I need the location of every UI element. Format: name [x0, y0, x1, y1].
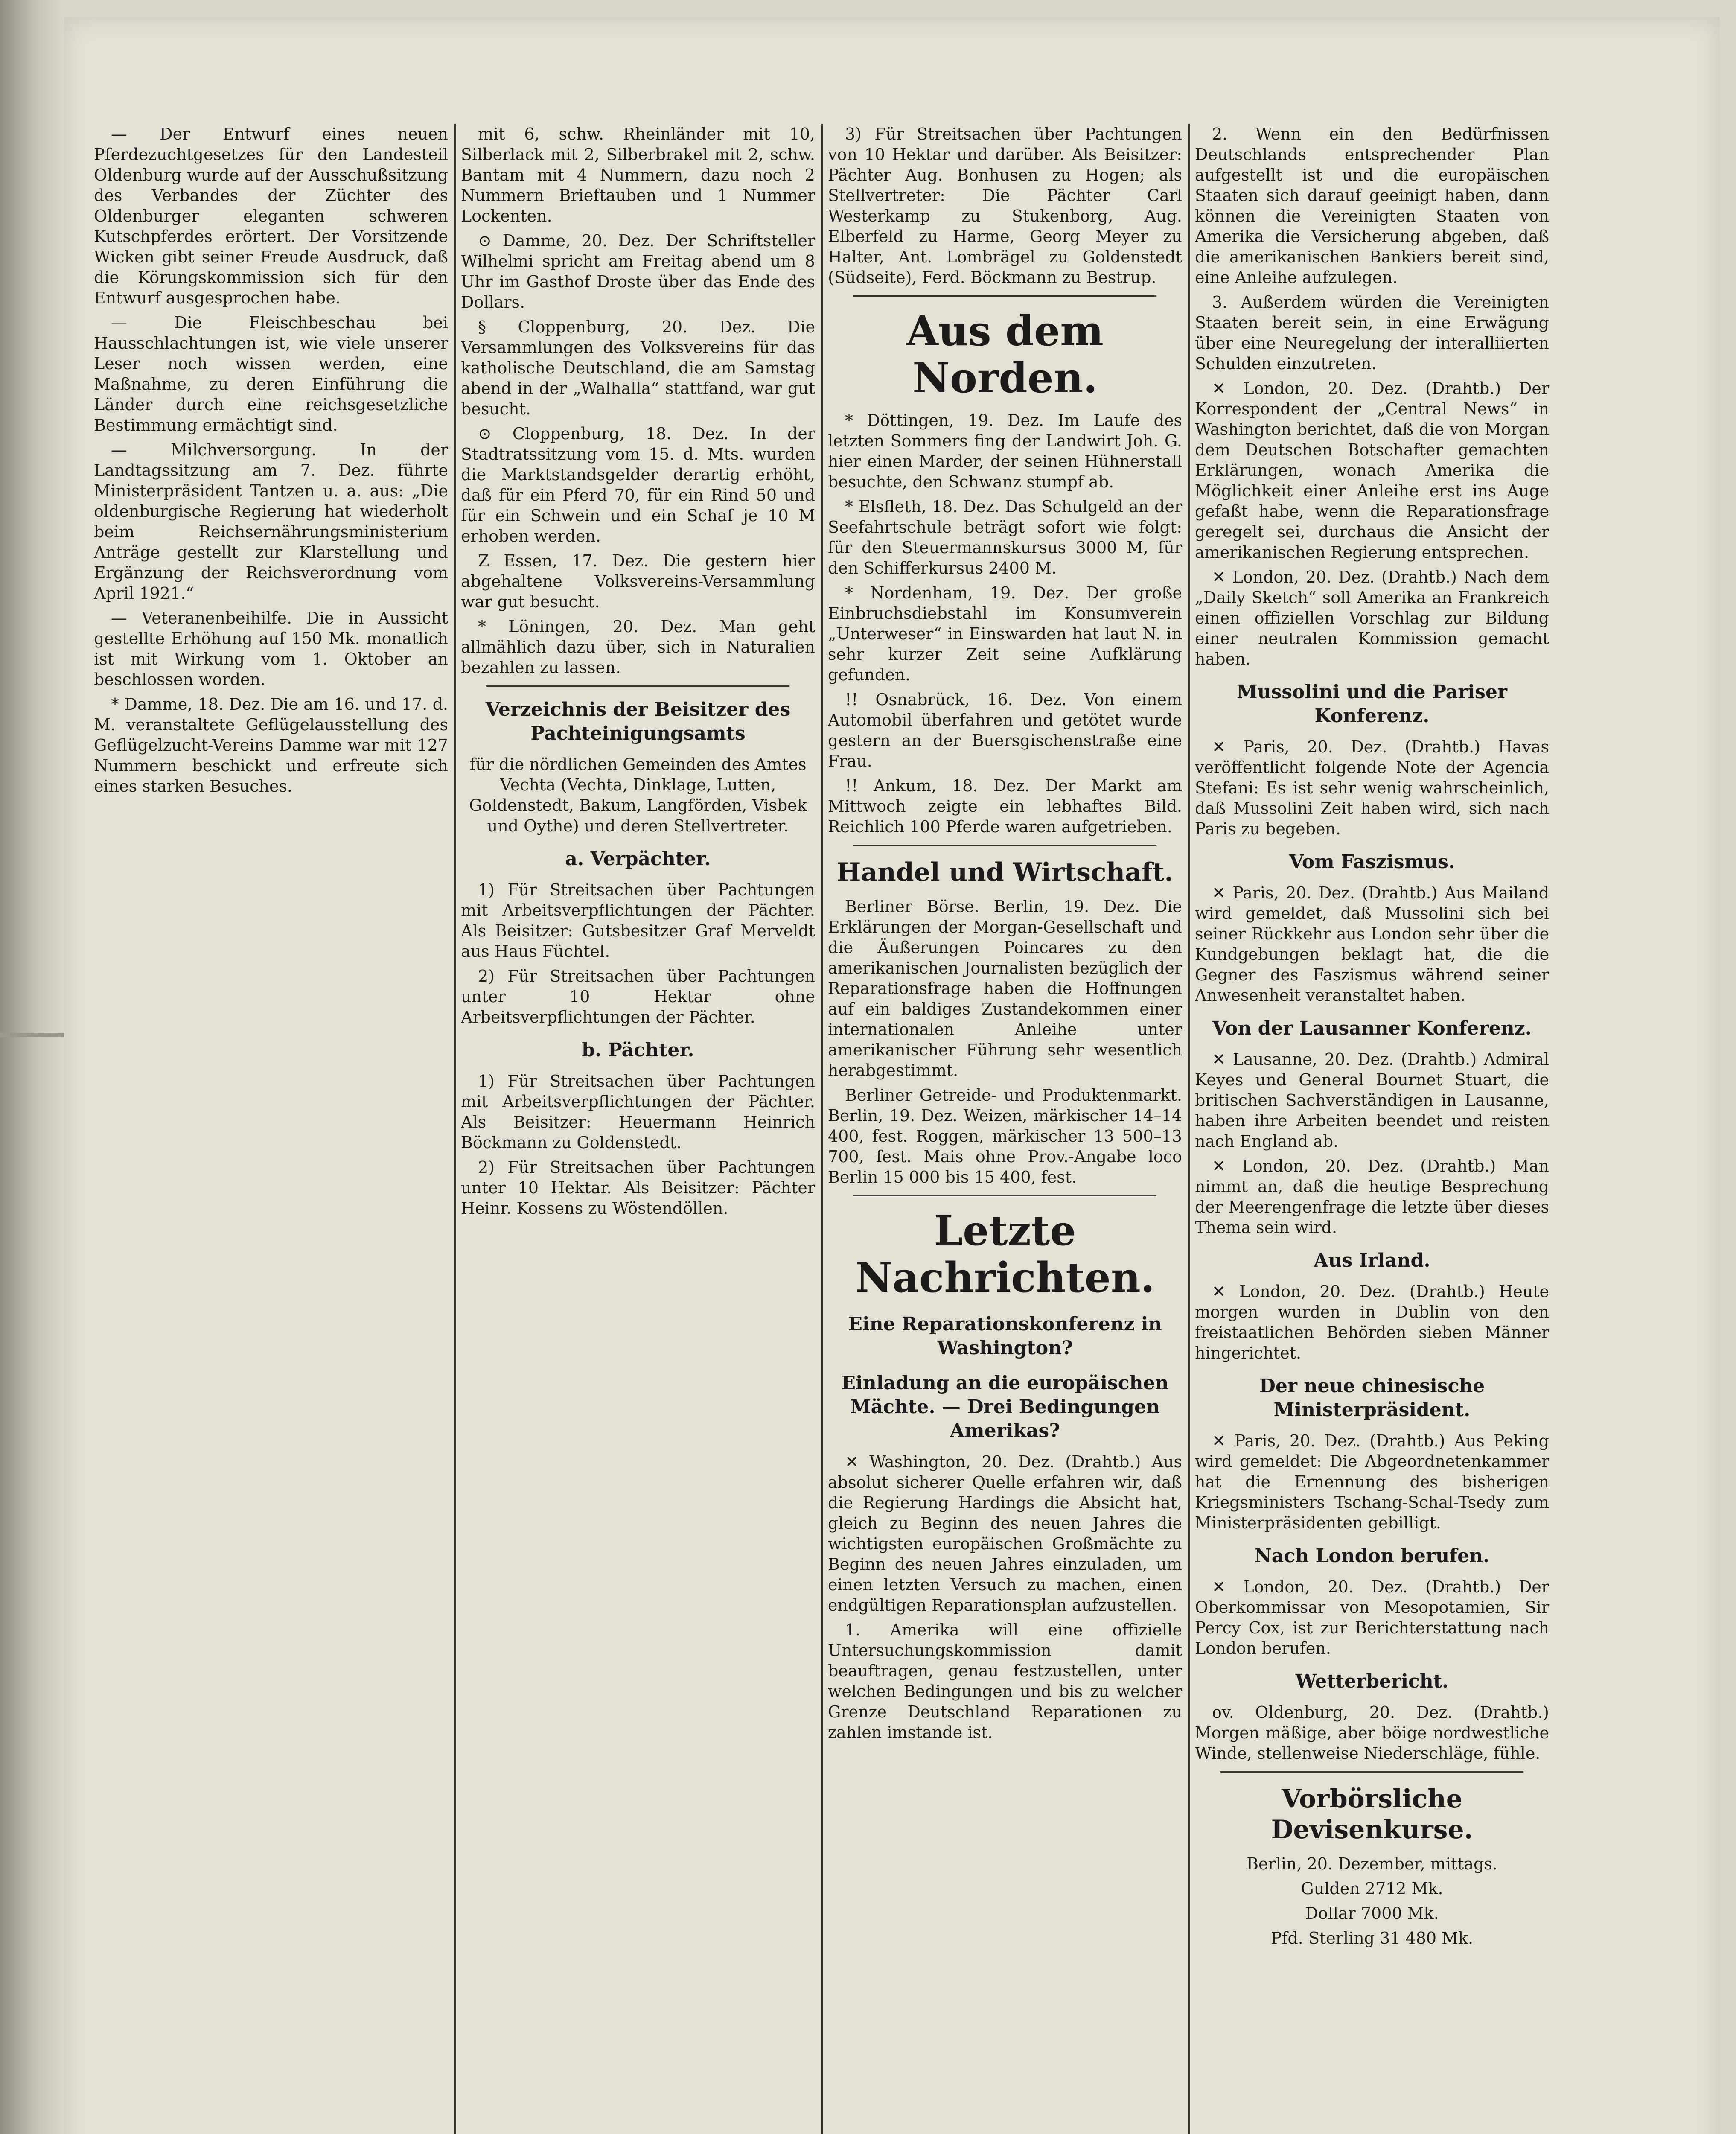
article-osnabrueck: !! Osnabrück, 16. Dez. Von einem Automobil überfahren und getötet wurde gestern an der Buersgischenstraße eine Frau. — [828, 690, 1182, 770]
article-cloppenburg-stadtrat: ⊙ Cloppenburg, 18. Dez. In der Stadtratssitzung vom 15. d. Mts. wurden die Marktstandsgelder derartig erhöht, daß für ein Pferd 70, für ein Rind 50 und für ein Schwein und ein Schaf je 10 M erhoben werden. — [461, 424, 815, 545]
section-heading-pachteinigungsamt: Verzeichnis der Beisitzer des Pachteinigungsamts — [485, 699, 791, 744]
article-loeningen: * Löningen, 20. Dez. Man geht allmählich dazu über, sich in Naturalien bezahlen zu lassen. — [461, 617, 815, 677]
article-washington: ✕ Washington, 20. Dez. (Drahtb.) Aus absolut sicherer Quelle erfahren wir, daß die Regierung Hardings die Absicht hat, gleich zu Beginn des neuen Jahres die wichtigsten europäischen Großmächte zu Beginn des neuen Jahres einzuladen, um einen letzten Versuch zu machen, einen endgültigen Reparationsplan aufzustellen. — [828, 1452, 1182, 1615]
article-berliner-boerse: Berliner Börse. Berlin, 19. Dez. Die Erklärungen der Morgan-Gesellschaft und die Äußerungen Poincares zu den amerikanischen Journalisten bezüglich der Reparationsfrage haben die Hoffnungen auf ein baldiges Zustandekommen einer internationalen Anleihe unter amerikanischer Führung sehr wesentlich herabgestimmt. — [828, 897, 1182, 1080]
article-nordenham: * Nordenham, 19. Dez. Der große Einbruchsdiebstahl im Konsumverein „Unterweser“ in Einswarden hat laut N. in sehr kurzer Zeit seine Aufklärung gefunden. — [828, 583, 1182, 684]
section-heading-devisenkurse: Vorbörsliche Devisenkurse. — [1271, 1784, 1473, 1845]
list-item: 3. Außerdem würden die Vereinigten Staaten bereit sein, in eine Erwägung über eine Neuregelung der interalliierten Schulden einzutreten. — [1195, 293, 1549, 373]
article-peking: ✕ Paris, 20. Dez. (Drahtb.) Aus Peking wird gemeldet: Die Abgeordnetenkammer hat die Ernennung des bisherigen Kriegsministers Tschang-Schal-Tsedy zum Ministerpräsidenten gebilligt. — [1195, 1431, 1549, 1532]
section-heading-irland: Aus Irland. — [1314, 1250, 1430, 1271]
section-divider — [853, 1195, 1156, 1196]
article-london-central-news: ✕ London, 20. Dez. (Drahtb.) Der Korrespondent der „Central News“ in Washington berichtet, daß die von Morgan dem Deutschen Botschafter gemachten Erklärungen, wonach Amerika die Möglichkeit einer Anleihe erst ins Auge gefaßt habe, wenn die Reparationsfrage geregelt sei, durchaus die Ansicht der amerikanischen Regierung entsprechen. — [1195, 379, 1549, 562]
section-heading-wetter: Wetterbericht. — [1295, 1670, 1449, 1692]
column-rule — [821, 124, 823, 2134]
newspaper-page — [64, 17, 1720, 2134]
column-rule — [454, 124, 456, 2134]
article-cox: ✕ London, 20. Dez. (Drahtb.) Der Oberkommissar von Mesopotamien, Sir Percy Cox, ist zur Berichterstattung nach London berufen. — [1195, 1577, 1549, 1658]
section-heading-handel: Handel und Wirtschaft. — [836, 857, 1174, 887]
article-doettingen: * Döttingen, 19. Dez. Im Laufe des letzten Sommers fing der Landwirt Joh. G. hier einen Marder, der seinen Hühnerstall besuchte, den Schwanz stumpf ab. — [828, 411, 1182, 491]
article-wetter: ov. Oldenburg, 20. Dez. (Drahtb.) Morgen mäßige, aber böige nordwestliche Winde, stellenweise Niederschläge, fühle. — [1195, 1703, 1549, 1763]
section-divider — [853, 845, 1156, 846]
list-item: 1) Für Streitsachen über Pachtungen mit Arbeitsverpflichtungen der Pächter. Als Beisitzer: Heuermann Heinrich Böckmann zu Goldenstedt. — [461, 1072, 815, 1152]
section-divider — [853, 295, 1156, 297]
article-lausanne: ✕ Lausanne, 20. Dez. (Drahtb.) Admiral Keyes und General Bournet Stuart, die britischen Sachverständigen in Lausanne, haben ihre Arbeiten beendet und reisten nach England ab. — [1195, 1050, 1549, 1151]
article-produktenmarkt: Berliner Getreide- und Produktenmarkt. Berlin, 19. Dez. Weizen, märkischer 14–14 400, fest. Roggen, märkischer 13 500–13 700, fest. Mais ohne Prov.-Angabe loco Berlin 15 000 bis 15 400, fest. — [828, 1086, 1182, 1187]
article-headline: Eine Reparationskonferenz in Washington? — [848, 1313, 1162, 1359]
column-rule — [1188, 124, 1190, 2134]
fx-rate-sterling: Pfd. Sterling 31 480 Mk. — [1270, 1929, 1474, 1947]
article-continuation: mit 6, schw. Rheinländer mit 10, Silberlack mit 2, Silberbrakel mit 2, schw. Bantam mit 4 Nummern, dazu noch 2 Nummern Brieftauben und 1 Nummer Lockenten. — [461, 125, 815, 225]
section-heading-london-berufen: Nach London berufen. — [1254, 1545, 1490, 1567]
section-heading-letzte-nachrichten: Letzte Nachrichten. — [855, 1207, 1155, 1302]
section-heading-aus-dem-norden: Aus dem Norden. — [906, 307, 1104, 402]
list-item: 2. Wenn ein den Bedürfnissen Deutschlands entsprechender Plan aufgestellt ist und die europäischen Staaten sich darauf geeinigt haben, dann können die Vereinigten Staaten von Amerika die Versicherung abgeben, daß die amerikanischen Bankiers bereit sind, eine Anleihe aufzulegen. — [1195, 125, 1549, 287]
subheading-verpaechter: a. Verpächter. — [565, 848, 711, 870]
list-item: 1) Für Streitsachen über Pachtungen mit Arbeitsverpflichtungen der Pächter. Als Beisitzer: Gutsbesitzer Graf Merveldt aus Haus Füchtel. — [461, 880, 815, 961]
article-milchversorgung: — Milchversorgung. In der Landtagssitzung am 7. Dez. führte Ministerpräsident Tantzen u. a. aus: „Die oldenburgische Regierung hat wiederholt beim Reichsernährungsministerium Anträge gestellt zur Klarstellung und Ergänzung der Reichsverordnung vom April 1921.“ — [94, 440, 448, 603]
list-item: 2) Für Streitsachen über Pachtungen unter 10 Hektar. Als Beisitzer: Pächter Heinr. Kossens zu Wöstendöllen. — [461, 1158, 815, 1218]
list-item: 3) Für Streitsachen über Pachtungen von 10 Hektar und darüber. Als Beisitzer: Pächter Aug. Bonhusen zu Hogen; als Stellvertreter: Die Pächter Carl Westerkamp zu Stukenborg, Aug. Elberfeld zu Harme, Georg Meyer zu Halter, Ant. Lombrägel zu Goldenstedt (Südseite), Ferd. Böckmann zu Bestrup. — [828, 125, 1182, 287]
section-heading-mussolini: Mussolini und die Pariser Konferenz. — [1236, 681, 1508, 727]
article-subheadline: Einladung an die europäischen Mächte. — Drei Bedingungen Amerikas? — [841, 1372, 1169, 1442]
article-damme-gefluegel: * Damme, 18. Dez. Die am 16. und 17. d. M. veranstaltete Geflügelausstellung des Geflügelzucht-Vereins Damme war mit 127 Nummern beschickt und erfreute sich eines starken Besuches. — [94, 695, 448, 796]
binding-edge — [0, 0, 64, 2134]
article-cloppenburg-volksverein: § Cloppenburg, 20. Dez. Die Versammlungen des Volksvereins für das katholische Deutschland, die am Samstag abend in der „Walhalla“ stattfand, war gut besucht. — [461, 318, 815, 418]
section-intro: für die nördlichen Gemeinden des Amtes Vechta (Vechta, Dinklage, Lutten, Goldenstedt, Bakum, Langförden, Visbek und Oythe) und deren Stellvertreter. — [469, 755, 807, 835]
article-veteranenbeihilfe: — Veteranenbeihilfe. Die in Aussicht gestellte Erhöhung auf 150 Mk. monatlich ist mit Wirkung vom 1. Oktober an beschlossen worden. — [94, 609, 448, 689]
article-paris-mailand: ✕ Paris, 20. Dez. (Drahtb.) Aus Mailand wird gemeldet, daß Mussolini sich bei seiner Rückkehr aus London sehr über die Kundgebungen beklagt hat, die die Gegner des Faszismus während seiner Anwesenheit veranstaltet haben. — [1195, 883, 1549, 1005]
column-4 — [1195, 124, 1549, 2134]
article-london-daily-sketch: ✕ London, 20. Dez. (Drahtb.) Nach dem „Daily Sketch“ soll Amerika an Frankreich einen offiziellen Vorschlag zur Bildung einer neutralen Kommission gemacht haben. — [1195, 568, 1549, 668]
fx-rate-dollar: Dollar 7000 Mk. — [1305, 1904, 1439, 1923]
column-3 — [828, 124, 1182, 2134]
section-heading-faszismus: Vom Faszismus. — [1289, 851, 1455, 873]
article-london-meerengen: ✕ London, 20. Dez. (Drahtb.) Man nimmt an, daß die heutige Besprechung der Meerengenfrage die letzte über dieses Thema sein wird. — [1195, 1157, 1549, 1237]
section-divider — [1220, 1771, 1523, 1773]
article-fleischbeschau: — Die Fleischbeschau bei Hausschlachtungen ist, wie viele unserer Leser noch wissen werden, eine Maßnahme, zu deren Einführung die Länder durch eine reichsgesetzliche Bestimmung ermächtigt sind. — [94, 313, 448, 434]
fx-rate-gulden: Gulden 2712 Mk. — [1301, 1879, 1443, 1898]
section-heading-lausanne: Von der Lausanner Konferenz. — [1212, 1017, 1532, 1039]
column-2 — [461, 124, 815, 2134]
list-item: 2) Für Streitsachen über Pachtungen unter 10 Hektar ohne Arbeitsverpflichtungen der Pächter. — [461, 967, 815, 1026]
article-elsfleth: * Elsfleth, 18. Dez. Das Schulgeld an der Seefahrtschule beträgt sofort wie folgt: für den Steuermannskursus 3000 M, für den Schifferkursus 2400 M. — [828, 497, 1182, 577]
subheading-paechter: b. Pächter. — [582, 1039, 694, 1061]
article-essen: Z Essen, 17. Dez. Die gestern hier abgehaltene Volksvereins-Versammlung war gut besucht. — [461, 551, 815, 611]
column-1 — [94, 124, 448, 2134]
article-pferdezucht: — Der Entwurf eines neuen Pferdezuchtgesetzes für den Landesteil Oldenburg wurde auf der Ausschußsitzung des Verbandes der Züchter des Oldenburger eleganten schweren Kutschpferdes erörtert. Der Vorsitzende Wicken gibt seiner Freude Ausdruck, daß die Körungskommission sich für den Entwurf ausgesprochen habe. — [94, 125, 448, 307]
fx-dateline: Berlin, 20. Dezember, mittags. — [1247, 1854, 1497, 1873]
article-damme-vortrag: ⊙ Damme, 20. Dez. Der Schriftsteller Wilhelmi spricht am Freitag abend um 8 Uhr im Gasthof Droste über das Ende des Dollars. — [461, 231, 815, 312]
article-dublin: ✕ London, 20. Dez. (Drahtb.) Heute morgen wurden in Dublin von den freistaatlichen Behörden sieben Männer hingerichtet. — [1195, 1282, 1549, 1362]
article-paris-havas: ✕ Paris, 20. Dez. (Drahtb.) Havas veröffentlicht folgende Note der Agencia Stefani: Es ist sehr wenig wahrscheinlich, daß Mussolini Zeit haben wird, sich nach Paris zu begeben. — [1195, 738, 1549, 838]
section-heading-china: Der neue chinesische Ministerpräsident. — [1259, 1375, 1485, 1421]
list-item: 1. Amerika will eine offizielle Untersuchungskommission damit beauftragen, genau festzustellen, unter welchen Bedingungen und bis zu welcher Grenze Deutschland Reparationen zu zahlen imstande ist. — [828, 1621, 1182, 1742]
article-ankum: !! Ankum, 18. Dez. Der Markt am Mittwoch zeigte ein lebhaftes Bild. Reichlich 100 Pferde waren aufgetrieben. — [828, 776, 1182, 836]
section-divider — [486, 685, 789, 687]
